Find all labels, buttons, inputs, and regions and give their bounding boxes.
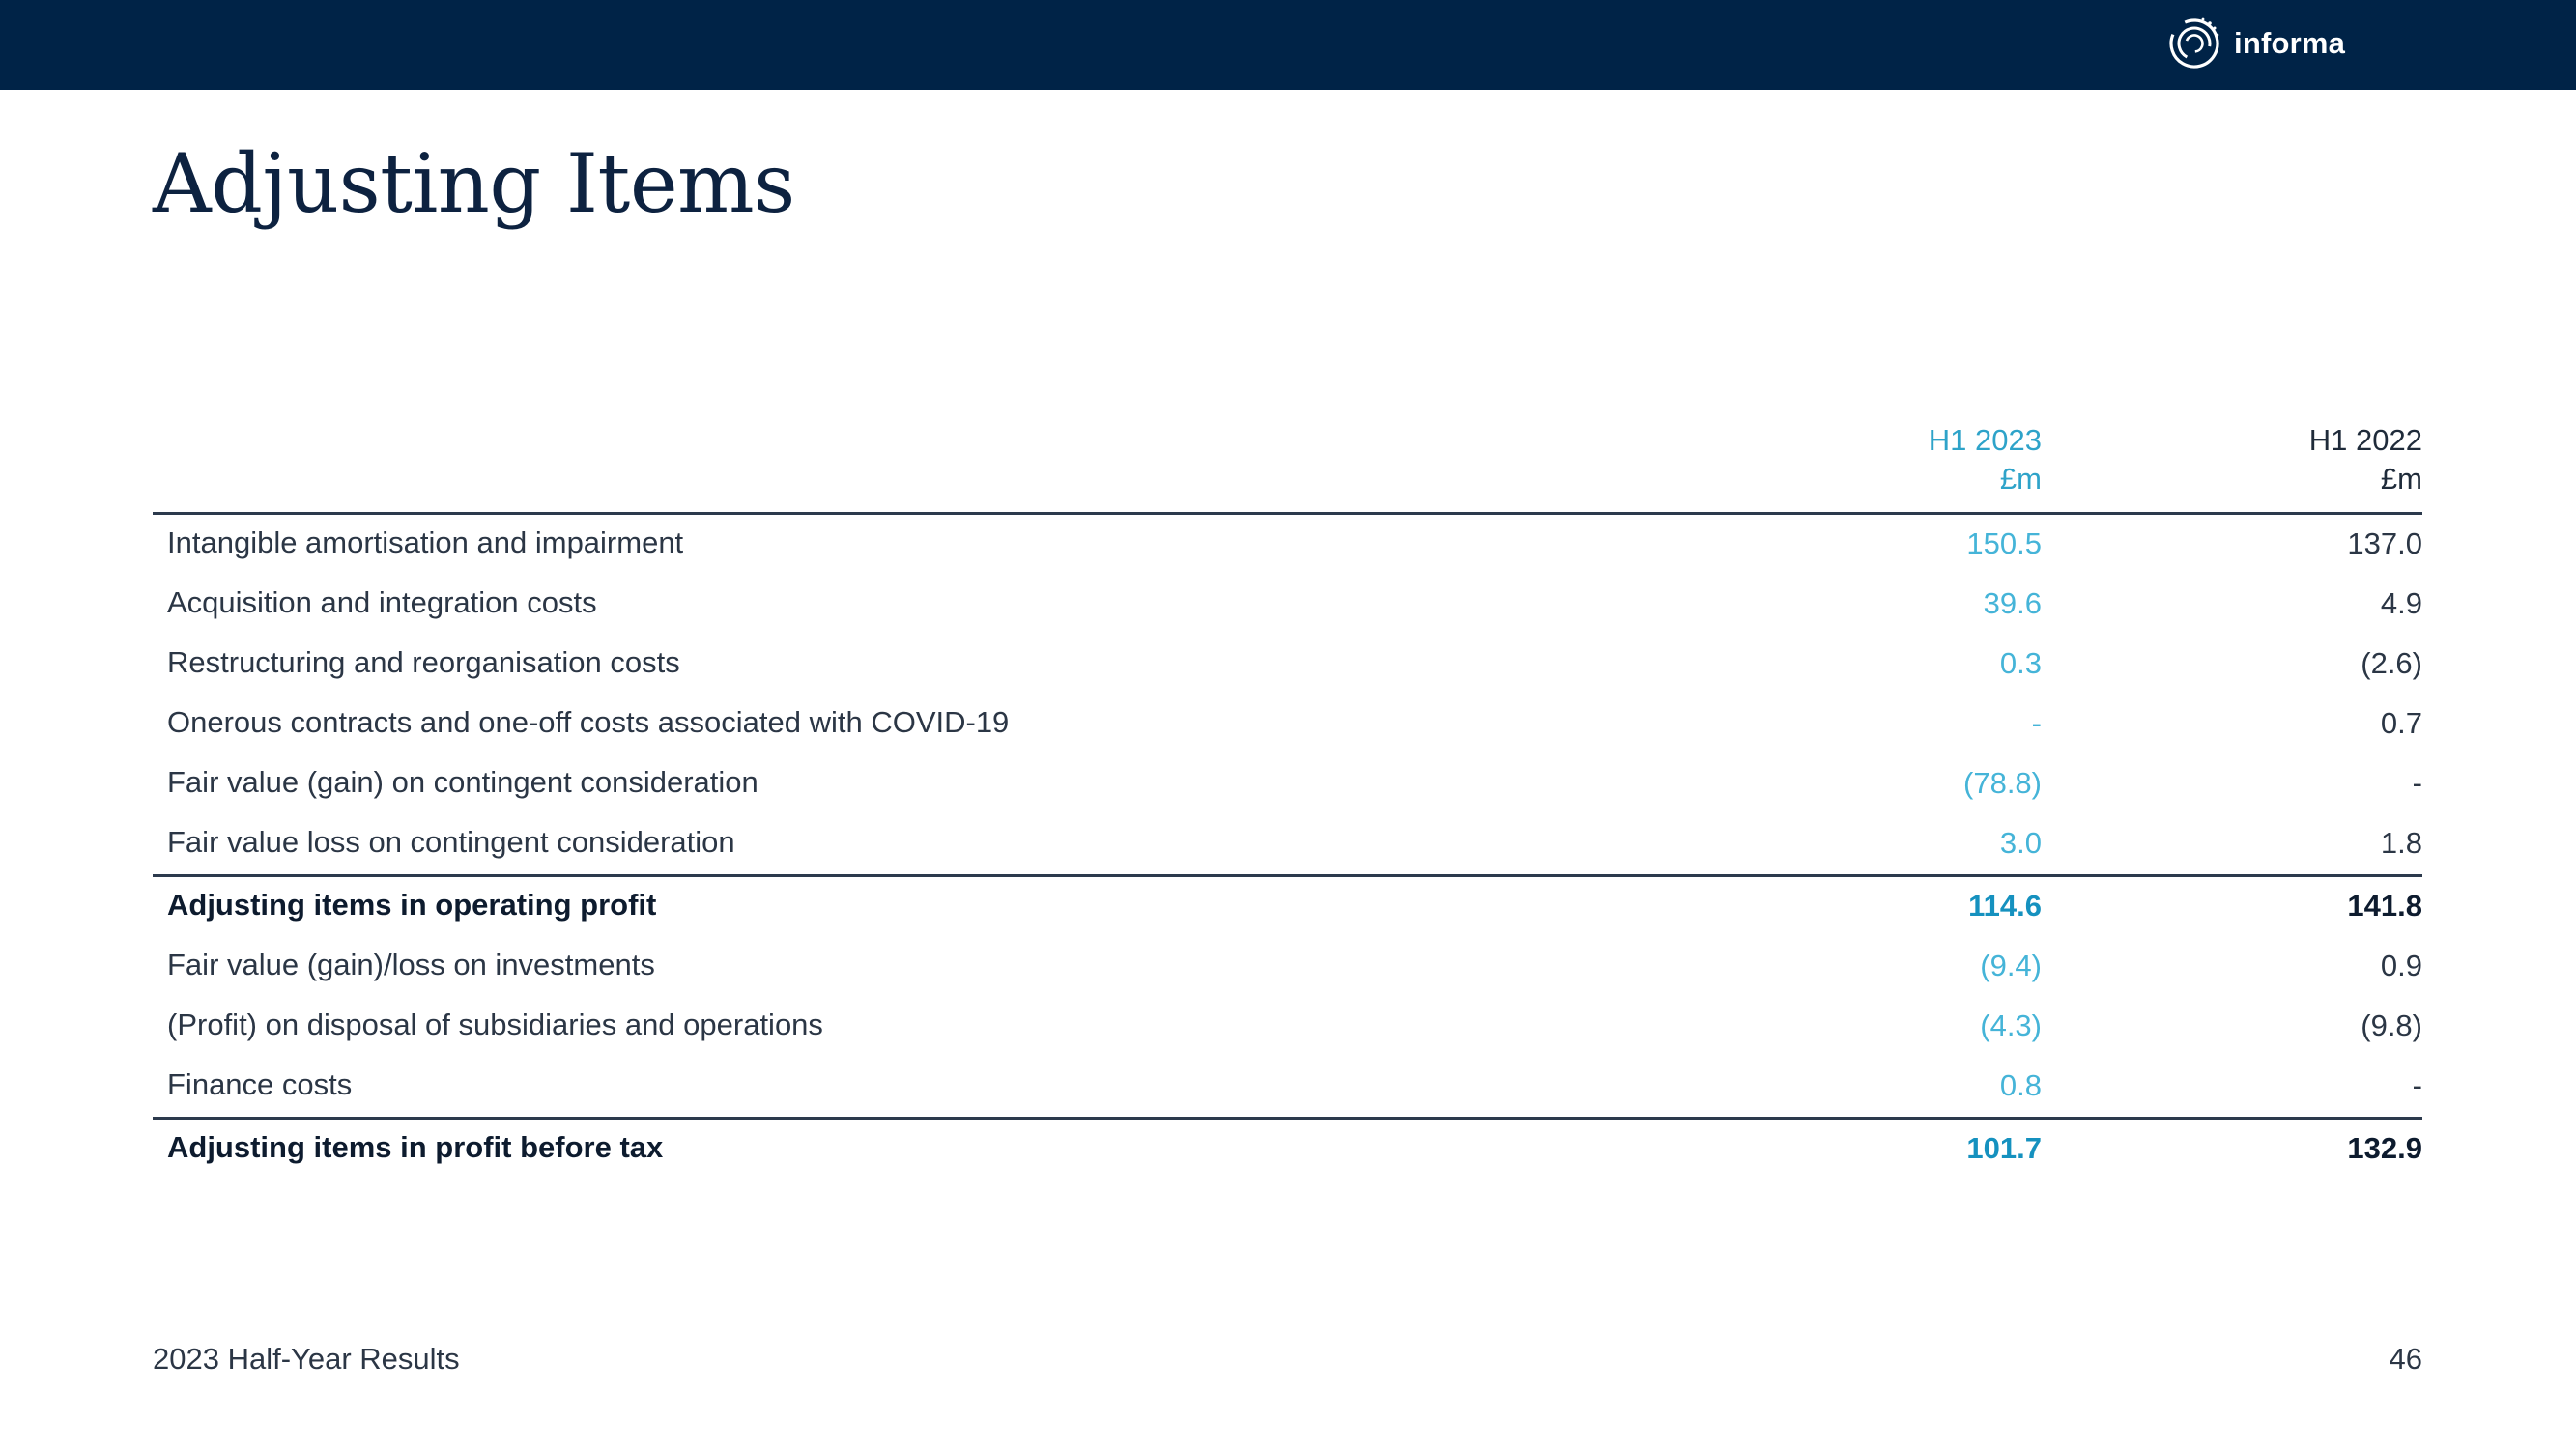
table-row	[153, 754, 2422, 814]
footer-title: 2023 Half-Year Results	[153, 1342, 460, 1376]
row-label: Onerous contracts and one-off costs associated with COVID-19	[167, 705, 1010, 739]
column-header-unit: £m	[1999, 462, 2042, 496]
row-label: Adjusting items in profit before tax	[167, 1130, 664, 1164]
row-label: Fair value loss on contingent consideration	[167, 825, 735, 859]
table-row	[153, 515, 2422, 575]
value-h1-2023: 3.0	[1999, 826, 2042, 860]
value-h1-2023: 150.5	[1966, 526, 2042, 560]
value-h1-2023: (9.4)	[1980, 949, 2042, 982]
table-row	[153, 1057, 2422, 1117]
page-number: 46	[2389, 1342, 2422, 1376]
row-label: Restructuring and reorganisation costs	[167, 645, 680, 679]
value-h1-2023: 114.6	[1968, 889, 2042, 923]
row-label: (Profit) on disposal of subsidiaries and operations	[167, 1008, 823, 1041]
table-header	[153, 417, 2422, 515]
value-h1-2022: 141.8	[2347, 889, 2422, 923]
value-h1-2022: 132.9	[2347, 1131, 2422, 1165]
page-title: Adjusting Items	[153, 136, 795, 231]
column-header-unit: £m	[2380, 462, 2422, 496]
logo-text: informa	[2234, 26, 2346, 60]
adjusting-items-table	[153, 417, 2422, 1179]
table-row-subtotal	[153, 874, 2422, 937]
row-label: Adjusting items in operating profit	[167, 888, 657, 922]
value-h1-2023: 101.7	[1966, 1131, 2042, 1165]
informa-logo-icon	[2166, 15, 2222, 71]
row-label: Fair value (gain) on contingent consideration	[167, 765, 758, 799]
value-h1-2022: 0.7	[2380, 706, 2422, 740]
column-header-period: H1 2022	[2308, 423, 2422, 457]
value-h1-2022: 137.0	[2347, 526, 2422, 560]
value-h1-2022: -	[2412, 766, 2422, 800]
value-h1-2023: 0.3	[1999, 646, 2042, 680]
column-header-h1-2022	[2309, 421, 2422, 498]
row-label: Acquisition and integration costs	[167, 585, 597, 619]
value-h1-2022: (9.8)	[2361, 1009, 2422, 1042]
value-h1-2023: -	[2031, 706, 2042, 740]
value-h1-2023: 0.8	[1999, 1068, 2042, 1102]
row-label: Fair value (gain)/loss on investments	[167, 948, 655, 981]
table-row	[153, 937, 2422, 997]
value-h1-2022: 1.8	[2380, 826, 2422, 860]
informa-logo	[2166, 14, 2345, 73]
column-header-period: H1 2023	[1928, 423, 2042, 457]
column-header-h1-2023	[1929, 421, 2042, 498]
header-bar	[0, 0, 2576, 90]
table-row	[153, 695, 2422, 754]
row-label: Finance costs	[167, 1067, 353, 1101]
value-h1-2022: -	[2412, 1068, 2422, 1102]
table-row	[153, 635, 2422, 695]
value-h1-2023: (4.3)	[1980, 1009, 2042, 1042]
value-h1-2022: 4.9	[2380, 586, 2422, 620]
value-h1-2023: (78.8)	[1963, 766, 2042, 800]
table-row	[153, 575, 2422, 635]
value-h1-2022: (2.6)	[2361, 646, 2422, 680]
table-row	[153, 814, 2422, 874]
value-h1-2022: 0.9	[2380, 949, 2422, 982]
table-row-total	[153, 1117, 2422, 1179]
row-label: Intangible amortisation and impairment	[167, 526, 684, 559]
value-h1-2023: 39.6	[1983, 586, 2042, 620]
table-row	[153, 997, 2422, 1057]
